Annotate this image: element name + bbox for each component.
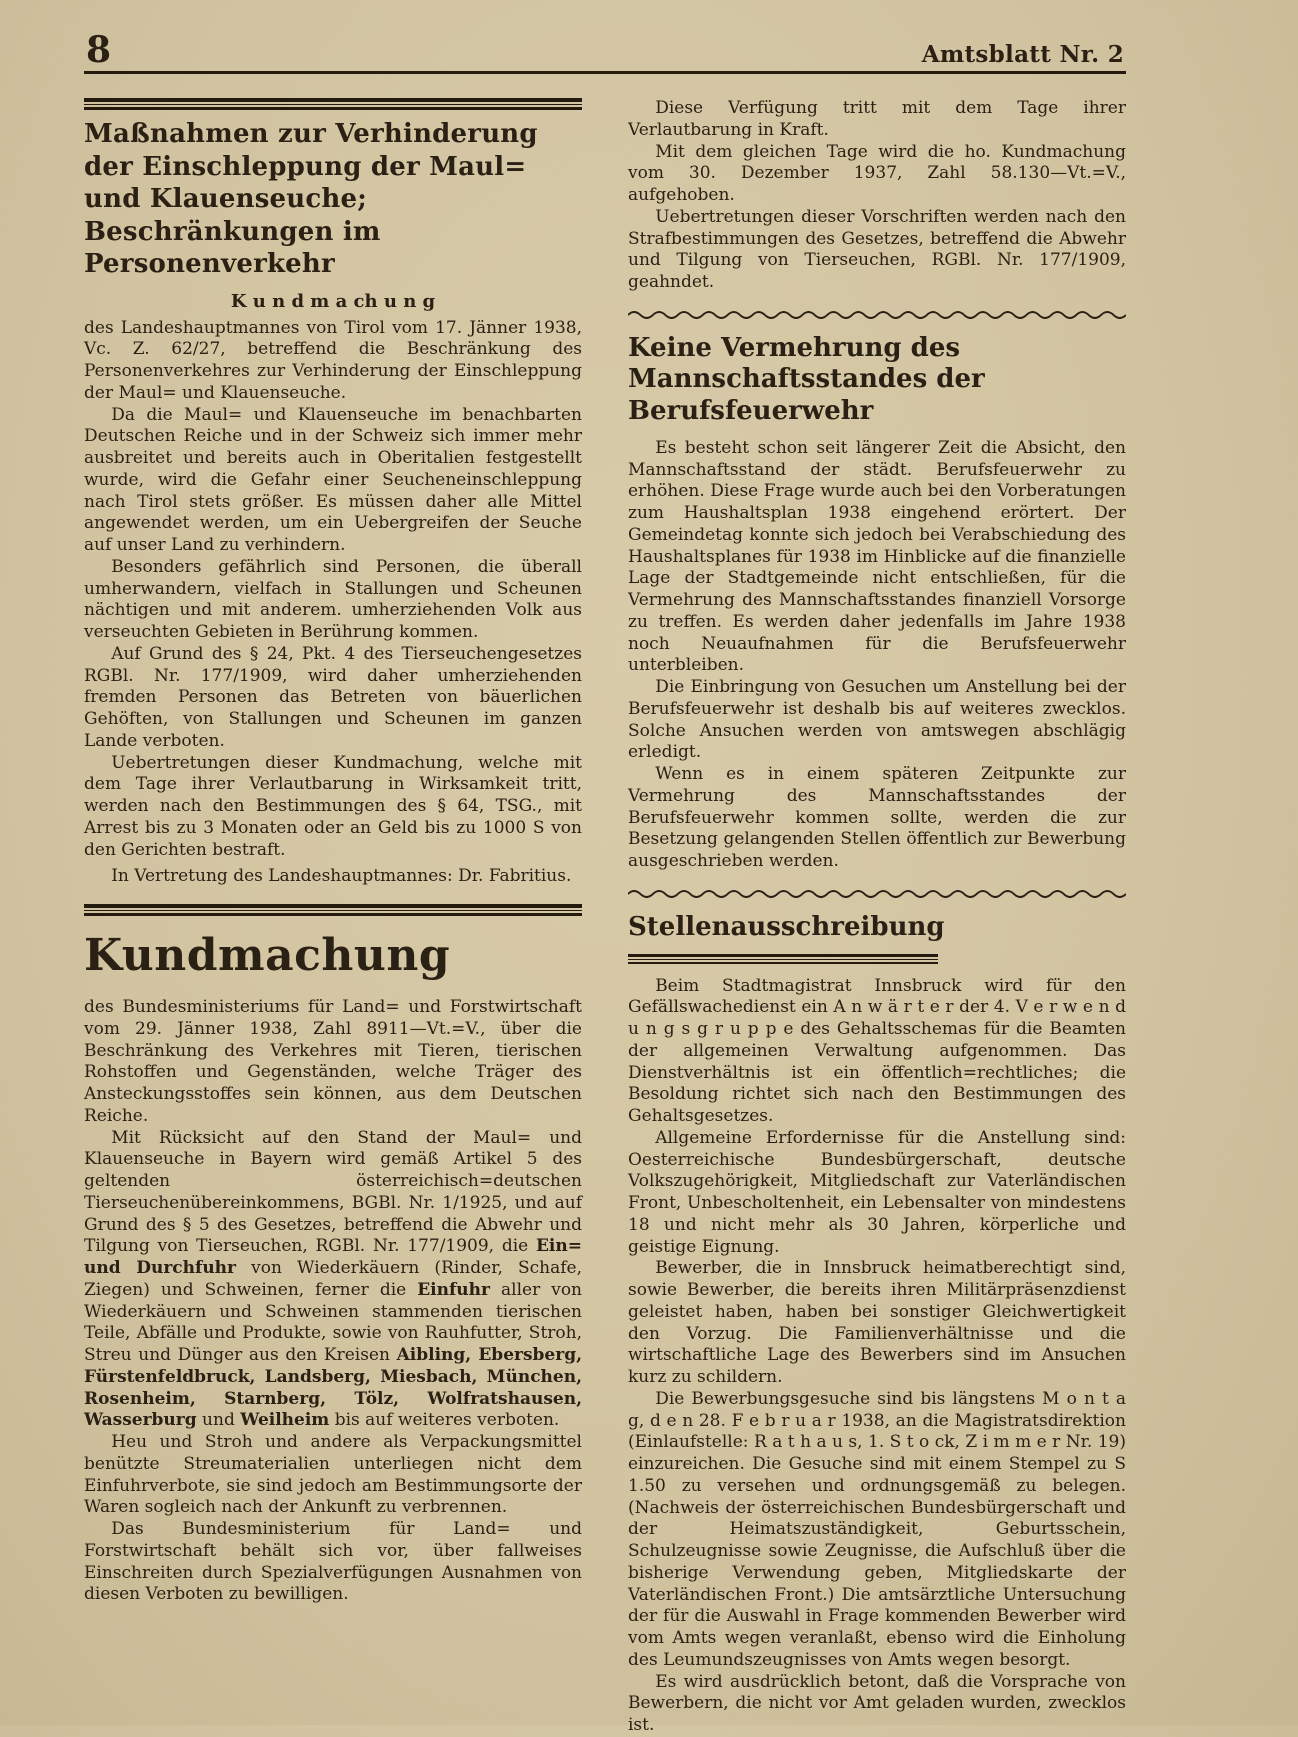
text-run-bold: Weilheim bbox=[240, 1410, 330, 1431]
text-run-bold: Ein= und Durchfuhr bbox=[84, 1236, 582, 1278]
stellen-paragraph: Die Bewerbungsgesuche sind bis längstens M o n t a g, d e n 28. F e b r u a r 1938, an die Magistratsdirektion (Einlaufstelle: R a t h a u s, 1. S t o ck, Z i m m e r Nr. 19) einzureichen. Die Gesuche sind mit einem Stempel zu S 1.50 zu versehen und ordnungsgemäß zu belegen. (Nachweis der österreichischen Bundesbürgerschaft und der Heimatszuständigkeit, Geburtsschein, Schulzeugnisse sowie Zeugnisse, die Aufschluß über die bisherige Verwendung geben, Mitgliedskarte der Vaterländischen Front.) Die amtsärztliche Untersuchung der für die Auswahl in Frage kommenden Bewerber wird vom Amts wegen veranlaßt, ebenso wird die Einholung des Leumundszeugnisses von Amts wegen besorgt. bbox=[628, 1388, 1126, 1670]
article1-subheading: K u n d m a ch u n g bbox=[230, 290, 436, 312]
article2-heading: Kundmachung bbox=[84, 930, 451, 981]
article1-paragraph: Auf Grund des § 24, Pkt. 4 des Tierseuchengesetzes RGBl. Nr. 177/1909, wird daher umherziehenden fremden Personen das Betreten von bäuerlichen Gehöften, von Stallungen und Scheunen im ganzen Lande verboten. bbox=[84, 643, 582, 751]
left-column bbox=[84, 98, 582, 1737]
text-run: und bbox=[196, 1410, 241, 1431]
feuerwehr-paragraph: Wenn es in einem späteren Zeitpunkte zur Vermehrung des Mannschaftsstandes der Berufsfeuerwehr kommen sollte, werden die zur Besetzung gelangenden Stellen öffentlich zur Bewerbung ausgeschrieben werden. bbox=[628, 764, 1126, 872]
wavy-divider bbox=[628, 308, 1126, 319]
article1-title: Maßnahmen zur Verhinderung der Einschleppung der Maul= und Klauenseuche; Beschränkungen im Personenverkehr bbox=[84, 119, 538, 279]
stellen-title-underline bbox=[628, 954, 938, 964]
article2-paragraph: des Bundesministeriums für Land= und Forstwirtschaft vom 29. Jänner 1938, Zahl 8911—Vt.=V., über die Beschränkung des Verkehres mit Tieren, tierischen Rohstoffen und Gegenständen, welche Träger des Ansteckungsstoffes sein können, aus dem Deutschen Reiche. bbox=[84, 997, 582, 1126]
section-divider-rule bbox=[84, 904, 582, 916]
text-run-bold: Einfuhr bbox=[417, 1279, 490, 1300]
text-run: von Wiederkäuern (Rinder, Schafe, Ziegen) und Schweinen, ferner die bbox=[84, 1258, 582, 1300]
continuation-paragraph: Mit dem gleichen Tage wird die ho. Kundmachung vom 30. Dezember 1937, Zahl 58.130—Vt.=V., aufgehoben. bbox=[628, 141, 1126, 205]
article1-paragraph: des Landeshauptmannes von Tirol vom 17. Jänner 1938, Vc. Z. 62/27, betreffend die Beschränkung des Personenverkehres zur Verhinderung der Einschleppung der Maul= und Klauenseuche. bbox=[84, 317, 582, 403]
masthead bbox=[84, 26, 1126, 74]
article1-paragraph: Da die Maul= und Klauenseuche im benachbarten Deutschen Reiche und in der Schweiz sich immer mehr ausbreitet und bereits auch in Oberitalien festgestellt wurde, wird die Gefahr einer Seucheneinschleppung nach Tirol stets größer. Es müssen daher alle Mittel angewendet werden, um ein Uebergreifen der Seuche auf unser Land zu verhindern. bbox=[84, 404, 582, 555]
text-run: aller von Wiederkäuern und Schweinen stammenden tierischen Teile, Abfälle und Produkte, sowie von Rauhfutter, Stroh, Streu und Dünger aus den Kreisen bbox=[84, 1279, 582, 1365]
article1-signature: In Vertretung des Landeshauptmannes: Dr. Fabritius. bbox=[111, 866, 572, 887]
feuerwehr-paragraph: Es besteht schon seit längerer Zeit die Absicht, den Mannschaftsstand der städt. Berufsfeuerwehr zu erhöhen. Diese Frage wurde auch bei den Vorberatungen zum Haushaltsplan 1938 eingehend erörtert. Der Gemeindetag konnte sich jedoch bei Verabschiedung des Haushaltsplanes für 1938 im Hinblicke auf die finanzielle Lage der Stadtgemeinde nicht entschließen, für die Vermehrung des Mannschaftsstandes finanziell Vorsorge zu treffen. Es werden daher jedenfalls im Jahre 1938 noch Neuaufnahmen für die Berufsfeuerwehr unterbleiben. bbox=[628, 437, 1126, 676]
stellen-paragraph: Beim Stadtmagistrat Innsbruck wird für den Gefällswachedienst ein A n w ä r t e r der 4. V e r w e n d u n g s g r u p p e des Gehaltsschemas für die Beamten der allgemeinen Verwaltung aufgenommen. Das Dienstverhältnis ist ein öffentlich=rechtliches; die Besoldung richtet sich nach den Bestimmungen des Gehaltsgesetzes. bbox=[628, 975, 1126, 1127]
stellen-paragraph: Allgemeine Erfordernisse für die Anstellung sind: Oesterreichische Bundesbürgerschaft, deutsche Volkszugehörigkeit, Mitgliedschaft zur Vaterländischen Front, Unbescholtenheit, ein Lebensalter von mindestens 18 und nicht mehr als 30 Jahren, körperliche und geistige Eignung. bbox=[628, 1127, 1126, 1257]
right-column bbox=[628, 98, 1126, 1737]
article1-paragraph: Uebertretungen dieser Kundmachung, welche mit dem Tage ihrer Verlautbarung in Wirksamkeit tritt, werden nach den Bestimmungen des § 64, TSG., mit Arrest bis zu 3 Monaten oder an Geld bis zu 1000 S von den Gerichten bestraft. bbox=[84, 752, 582, 860]
text-run: Mit Rücksicht auf den Stand der Maul= und Klauenseuche in Bayern wird gemäß Artikel 5 des geltenden österreichisch=deutschen Tierseuchenübereinkommens, BGBl. Nr. 1/1925, und auf Grund des § 5 des Gesetzes, betreffend die Abwehr und Tilgung von Tierseuchen, RGBl. Nr. 177/1909, die bbox=[84, 1127, 582, 1257]
article1-paragraph: Besonders gefährlich sind Personen, die überall umherwandern, vielfach in Stallungen und Scheunen nächtigen und mit anderem. umherziehenden Volk aus verseuchten Gebieten in Berührung kommen. bbox=[84, 556, 582, 642]
continuation-paragraph: Diese Verfügung tritt mit dem Tage ihrer Verlautbarung in Kraft. bbox=[628, 98, 1126, 140]
text-run: bis auf weiteres verboten. bbox=[329, 1410, 560, 1431]
section-top-rule bbox=[84, 98, 582, 110]
article2-paragraph: Das Bundesministerium für Land= und Forstwirtschaft behält sich vor, über fallweises Einschreiten durch Spezialverfügungen Ausnahmen von diesen Verboten zu bewilligen. bbox=[84, 1519, 582, 1605]
wavy-divider bbox=[628, 887, 1126, 898]
article2-paragraph bbox=[84, 1128, 582, 1433]
stellen-paragraph: Es wird ausdrücklich betont, daß die Vorsprache von Bewerbern, die nicht vor Amt geladen wurden, zwecklos ist. bbox=[628, 1671, 1126, 1736]
continuation-paragraph: Uebertretungen dieser Vorschriften werden nach den Strafbestimmungen des Gesetzes, betreffend die Abwehr und Tilgung von Tierseuchen, RGBl. Nr. 177/1909, geahndet. bbox=[628, 206, 1126, 292]
article2-paragraph: Heu und Stroh und andere als Verpackungsmittel benützte Streumaterialien unterliegen nicht dem Einfuhrverbote, sie sind jedoch am Bestimmungsorte der Waren sogleich nach der Ankunft zu verbrennen. bbox=[84, 1432, 582, 1518]
feuerwehr-title: Keine Vermehrung des Mannschaftsstandes der Berufsfeuerwehr bbox=[628, 332, 985, 427]
text-run-bold: Aibling, Ebersberg, Fürstenfeldbruck, Landsberg, Miesbach, München, Rosenheim, Starnberg, Tölz, Wolfratshausen, Wasserburg bbox=[84, 1345, 582, 1431]
feuerwehr-paragraph: Die Einbringung von Gesuchen um Anstellung bei der Berufsfeuerwehr ist deshalb bis auf weiteres zwecklos. Solche Ansuchen werden von amtswegen abschlägig erledigt. bbox=[628, 677, 1126, 763]
two-column-layout bbox=[84, 74, 1126, 1737]
masthead-title: Amtsblatt Nr. 2 bbox=[921, 41, 1124, 68]
stellen-title: Stellenausschreibung bbox=[628, 911, 945, 942]
page-number: 8 bbox=[86, 29, 112, 71]
stellen-paragraph: Bewerber, die in Innsbruck heimatberechtigt sind, sowie Bewerber, die bereits ihren Militärpräsenzdienst geleistet haben, haben bei sonstiger Gleichwertigkeit den Vorzug. Die Familienverhältnisse und die wirtschaftliche Lage des Bewerbers sind im Ansuchen kurz zu schildern. bbox=[628, 1258, 1126, 1388]
